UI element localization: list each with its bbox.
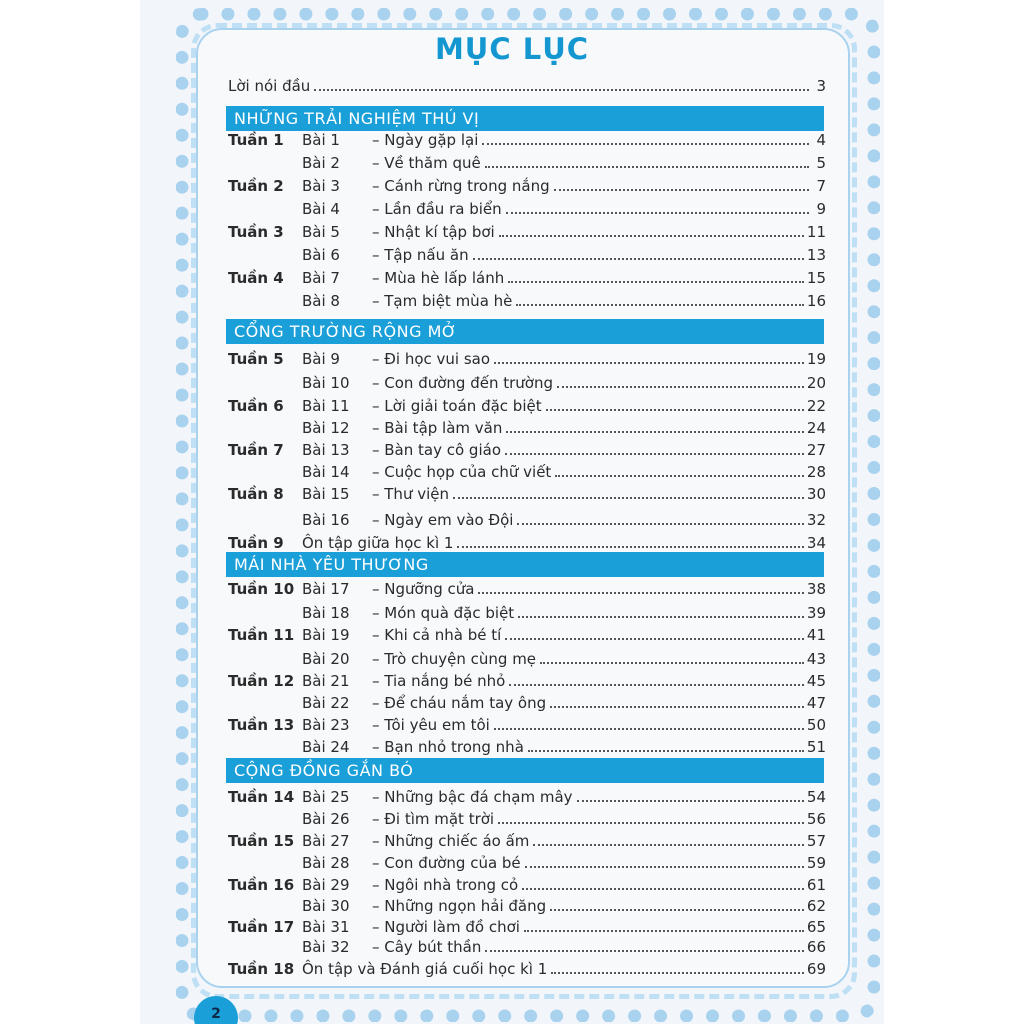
leader-dots <box>518 616 804 618</box>
toc-row <box>228 196 826 218</box>
page-ref: 9 <box>816 200 826 218</box>
page-ref: 16 <box>806 292 826 310</box>
week-label: Tuần 9 <box>228 534 284 552</box>
toc-row <box>228 690 826 712</box>
page-ref: 59 <box>806 854 826 872</box>
page-ref: 5 <box>816 154 826 172</box>
lesson-number: Bài 7 <box>302 269 340 287</box>
page-ref: 28 <box>806 463 826 481</box>
page-ref: 54 <box>806 788 826 806</box>
lesson-number: Bài 15 <box>302 485 350 503</box>
lesson-title: – Ngưỡng cửa <box>372 580 475 598</box>
lesson-title: – Ngày gặp lại <box>372 131 479 149</box>
toc-row <box>228 415 826 437</box>
lesson-number: Bài 23 <box>302 716 350 734</box>
leader-dots <box>482 143 809 145</box>
section-heading: CỔNG TRƯỜNG RỘNG MỞ <box>226 319 824 344</box>
lesson-title: – Cây bút thần <box>372 938 482 956</box>
section-heading: CỘNG ĐỒNG GẮN BÓ <box>226 758 824 783</box>
lesson-title: – Những chiếc áo ấm <box>372 832 530 850</box>
toc-row <box>228 914 826 936</box>
lesson-title: – Đi học vui sao <box>372 350 491 368</box>
toc-row <box>228 459 826 481</box>
lesson-number: Bài 11 <box>302 397 350 415</box>
toc-row <box>228 393 826 415</box>
leader-dots <box>506 212 809 214</box>
review-title: Ôn tập giữa học kì 1 <box>302 534 454 552</box>
toc-row <box>228 150 826 172</box>
leader-dots <box>555 475 804 477</box>
week-label: Tuần 11 <box>228 626 295 644</box>
toc-row <box>228 127 826 149</box>
lesson-title: – Bàn tay cô giáo <box>372 441 501 459</box>
lesson-number: Bài 9 <box>302 350 340 368</box>
page-ref: 41 <box>806 626 826 644</box>
lesson-number: Bài 2 <box>302 154 340 172</box>
page-ref: 4 <box>816 131 826 149</box>
week-label: Tuần 6 <box>228 397 284 415</box>
toc-row <box>228 600 826 622</box>
page-ref: 43 <box>806 650 826 668</box>
leader-dots <box>478 592 803 594</box>
leader-dots <box>499 235 804 237</box>
toc-row <box>228 219 826 241</box>
lesson-title: – Cuộc họp của chữ viết <box>372 463 552 481</box>
toc-row <box>228 934 826 956</box>
toc-row <box>228 850 826 872</box>
toc-row <box>228 346 826 368</box>
toc-row <box>228 712 826 734</box>
toc-row <box>228 576 826 598</box>
page-ref: 39 <box>806 604 826 622</box>
leader-dots <box>550 909 804 911</box>
leader-dots <box>473 258 804 260</box>
week-label: Tuần 14 <box>228 788 295 806</box>
leader-dots <box>485 950 804 952</box>
section-heading: NHỮNG TRẢI NGHIỆM THÚ VỊ <box>226 106 824 131</box>
lesson-title: – Tập nấu ăn <box>372 246 469 264</box>
page-ref: 38 <box>806 580 826 598</box>
lesson-title: – Đi tìm mặt trời <box>372 810 495 828</box>
lesson-title: – Nhật kí tập bơi <box>372 223 495 241</box>
leader-dots <box>494 362 804 364</box>
intro-page: 3 <box>816 77 826 95</box>
toc-row <box>228 622 826 644</box>
leader-dots <box>505 453 804 455</box>
lesson-title: – Người làm đồ chơi <box>372 918 520 936</box>
page-ref: 15 <box>806 269 826 287</box>
week-label: Tuần 7 <box>228 441 284 459</box>
page-ref: 61 <box>806 876 826 894</box>
lesson-title: – Tôi yêu em tôi <box>372 716 490 734</box>
week-label: Tuần 10 <box>228 580 295 598</box>
leader-dots <box>508 281 804 283</box>
lesson-number: Bài 10 <box>302 374 350 392</box>
lesson-title: – Bài tập làm văn <box>372 419 503 437</box>
leader-dots <box>506 431 804 433</box>
week-label: Tuần 12 <box>228 672 295 690</box>
leader-dots <box>498 822 804 824</box>
lesson-title: – Trò chuyện cùng mẹ <box>372 650 537 668</box>
leader-dots <box>494 728 804 730</box>
lesson-title: – Tạm biệt mùa hè <box>372 292 513 310</box>
page-ref: 27 <box>806 441 826 459</box>
lesson-number: Bài 26 <box>302 810 350 828</box>
page-title: MỤC LỤC <box>434 32 590 66</box>
leader-dots <box>557 386 804 388</box>
week-label: Tuần 5 <box>228 350 284 368</box>
page-number-badge: 2 <box>194 996 238 1024</box>
leader-dots <box>533 844 804 846</box>
lesson-title: – Những ngọn hải đăng <box>372 897 547 915</box>
page-ref: 45 <box>806 672 826 690</box>
lesson-number: Bài 16 <box>302 511 350 529</box>
page-ref: 24 <box>806 419 826 437</box>
lesson-title: – Lần đầu ra biển <box>372 200 502 218</box>
page-ref: 56 <box>806 810 826 828</box>
lesson-number: Bài 5 <box>302 223 340 241</box>
lesson-number: Bài 17 <box>302 580 350 598</box>
leader-dots <box>457 546 803 548</box>
table-of-contents <box>140 0 884 1024</box>
lesson-number: Bài 31 <box>302 918 350 936</box>
toc-row <box>228 872 826 894</box>
lesson-title: – Tia nắng bé nhỏ <box>372 672 506 690</box>
lesson-number: Bài 20 <box>302 650 350 668</box>
page-ref: 20 <box>806 374 826 392</box>
leader-dots <box>509 684 804 686</box>
page-ref: 13 <box>806 246 826 264</box>
lesson-title: – Lời giải toán đặc biệt <box>372 397 542 415</box>
week-label: Tuần 18 <box>228 960 295 978</box>
review-row <box>228 956 826 978</box>
lesson-title: – Về thăm quê <box>372 154 481 172</box>
lesson-number: Bài 22 <box>302 694 350 712</box>
leader-dots <box>522 888 804 890</box>
section-heading: MÁI NHÀ YÊU THƯƠNG <box>226 552 824 577</box>
leader-dots <box>525 866 804 868</box>
book-page <box>140 0 884 1024</box>
page-ref: 57 <box>806 832 826 850</box>
lesson-title: – Để cháu nắm tay ông <box>372 694 547 712</box>
lesson-number: Bài 14 <box>302 463 350 481</box>
leader-dots <box>546 409 804 411</box>
lesson-number: Bài 29 <box>302 876 350 894</box>
intro-row <box>228 73 826 95</box>
week-label: Tuần 8 <box>228 485 284 503</box>
week-label: Tuần 4 <box>228 269 284 287</box>
lesson-title: – Con đường của bé <box>372 854 521 872</box>
lesson-title: – Những bậc đá chạm mây <box>372 788 573 806</box>
leader-dots <box>540 662 804 664</box>
week-label: Tuần 16 <box>228 876 295 894</box>
review-row <box>228 530 826 552</box>
leader-dots <box>314 89 809 91</box>
lesson-title: – Thư viện <box>372 485 449 503</box>
page-ref: 62 <box>806 897 826 915</box>
page-ref: 65 <box>806 918 826 936</box>
leader-dots <box>577 800 804 802</box>
lesson-number: Bài 24 <box>302 738 350 756</box>
lesson-number: Bài 13 <box>302 441 350 459</box>
lesson-title: – Cánh rừng trong nắng <box>372 177 550 195</box>
leader-dots <box>551 972 804 974</box>
toc-row <box>228 828 826 850</box>
lesson-number: Bài 4 <box>302 200 340 218</box>
week-label: Tuần 17 <box>228 918 295 936</box>
lesson-number: Bài 12 <box>302 419 350 437</box>
leader-dots <box>554 189 809 191</box>
lesson-number: Bài 21 <box>302 672 350 690</box>
lesson-number: Bài 3 <box>302 177 340 195</box>
lesson-title: – Khi cả nhà bé tí <box>372 626 502 644</box>
lesson-number: Bài 30 <box>302 897 350 915</box>
page-ref: 22 <box>806 397 826 415</box>
toc-row <box>228 265 826 287</box>
toc-row <box>228 784 826 806</box>
page-ref: 50 <box>806 716 826 734</box>
toc-row <box>228 437 826 459</box>
lesson-number: Bài 1 <box>302 131 340 149</box>
toc-row <box>228 734 826 756</box>
page-ref: 51 <box>806 738 826 756</box>
page-ref: 7 <box>816 177 826 195</box>
lesson-title: – Bạn nhỏ trong nhà <box>372 738 524 756</box>
page-ref: 69 <box>806 960 826 978</box>
toc-row <box>228 370 826 392</box>
leader-dots <box>524 930 804 932</box>
toc-row <box>228 646 826 668</box>
week-label: Tuần 2 <box>228 177 284 195</box>
leader-dots <box>485 166 809 168</box>
page-ref: 34 <box>806 534 826 552</box>
toc-row <box>228 893 826 915</box>
page-ref: 32 <box>806 511 826 529</box>
lesson-title: – Ngôi nhà trong cỏ <box>372 876 519 894</box>
toc-row <box>228 507 826 529</box>
lesson-number: Bài 18 <box>302 604 350 622</box>
toc-row <box>228 668 826 690</box>
leader-dots <box>517 523 803 525</box>
leader-dots <box>453 497 804 499</box>
leader-dots <box>505 638 804 640</box>
toc-row <box>228 288 826 310</box>
week-label: Tuần 15 <box>228 832 295 850</box>
lesson-number: Bài 25 <box>302 788 350 806</box>
leader-dots <box>550 706 804 708</box>
lesson-title: – Mùa hè lấp lánh <box>372 269 505 287</box>
lesson-number: Bài 27 <box>302 832 350 850</box>
page-ref: 47 <box>806 694 826 712</box>
lesson-number: Bài 32 <box>302 938 350 956</box>
leader-dots <box>528 750 804 752</box>
lesson-number: Bài 28 <box>302 854 350 872</box>
lesson-number: Bài 6 <box>302 246 340 264</box>
week-label: Tuần 3 <box>228 223 284 241</box>
page-ref: 11 <box>806 223 826 241</box>
intro-label: Lời nói đầu <box>228 77 311 95</box>
leader-dots <box>516 304 804 306</box>
week-label: Tuần 13 <box>228 716 295 734</box>
toc-row <box>228 242 826 264</box>
review-title: Ôn tập và Đánh giá cuối học kì 1 <box>302 960 548 978</box>
page-ref: 30 <box>806 485 826 503</box>
page-ref: 19 <box>806 350 826 368</box>
lesson-number: Bài 19 <box>302 626 350 644</box>
week-label: Tuần 1 <box>228 131 284 149</box>
lesson-number: Bài 8 <box>302 292 340 310</box>
lesson-title: – Con đường đến trường <box>372 374 553 392</box>
lesson-title: – Ngày em vào Đội <box>372 511 514 529</box>
page-ref: 66 <box>806 938 826 956</box>
lesson-title: – Món quà đặc biệt <box>372 604 515 622</box>
toc-row <box>228 481 826 503</box>
toc-row <box>228 806 826 828</box>
toc-row <box>228 173 826 195</box>
